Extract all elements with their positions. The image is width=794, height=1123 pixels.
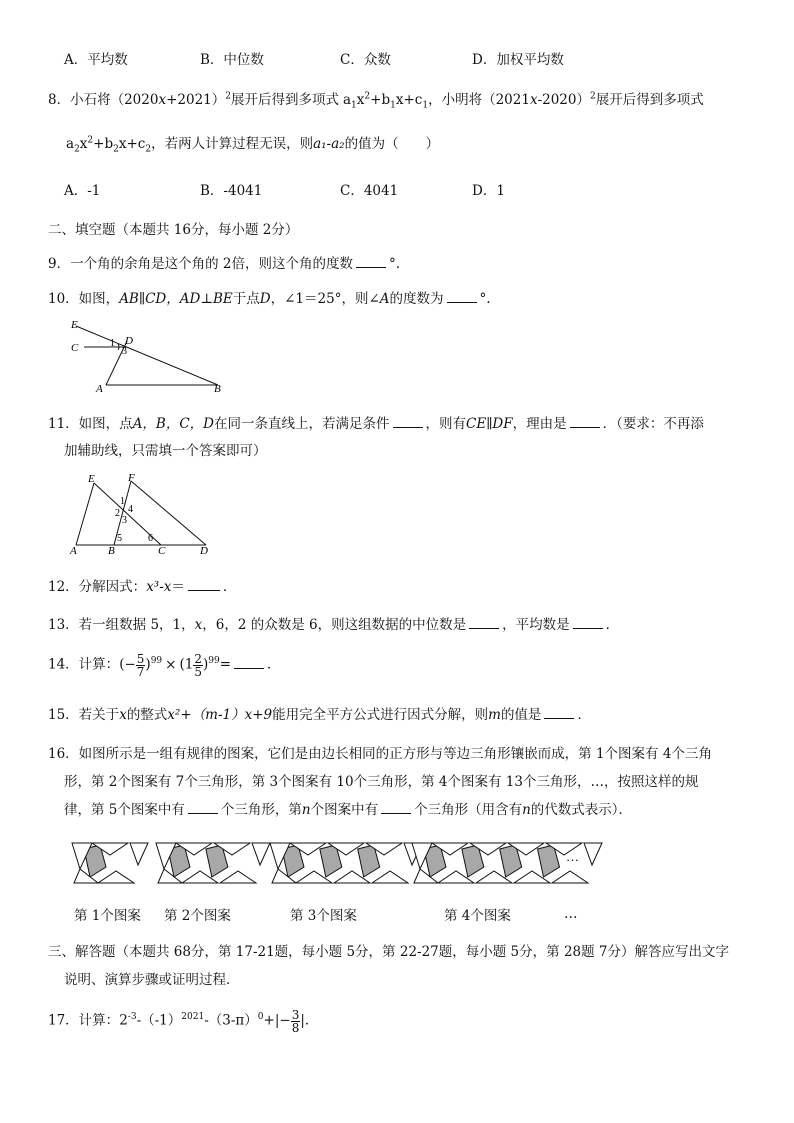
q7-options bbox=[64, 48, 764, 68]
paren: ) bbox=[145, 656, 151, 673]
q8-option-a: A．-1 bbox=[64, 183, 101, 199]
exponent: 0 bbox=[257, 1012, 264, 1022]
section3-line1: 三、解答题（本题共 68分，第 17-21题，每小题 5分，第 22-27题，每小题 5分，第 28题 7分）解答应写出文字 bbox=[48, 944, 729, 960]
q16-text: 个三角形，第 bbox=[220, 802, 302, 818]
q7-option-b: B．中位数 bbox=[200, 52, 264, 68]
q15-expr: x²+（m-1）x+9 bbox=[167, 707, 273, 723]
pattern-triangle bbox=[130, 843, 148, 865]
q8-text: -2020） bbox=[537, 92, 590, 108]
q17-text: 17．计算： bbox=[48, 1012, 120, 1029]
q8-text: 的值为（ ） bbox=[344, 136, 440, 152]
q15-text: ． bbox=[577, 707, 591, 723]
q10-text: °. bbox=[479, 291, 491, 307]
label-c: C bbox=[71, 342, 79, 354]
q10-text: ，∠1＝25°，则∠ bbox=[270, 291, 380, 307]
q14-text: ． bbox=[267, 656, 281, 673]
label-3: 3 bbox=[122, 346, 127, 357]
caption-1: 第 1个图案 bbox=[74, 908, 141, 924]
q8-option-c: C．4041 bbox=[340, 183, 399, 199]
line-fd bbox=[131, 481, 206, 545]
equals-sign: = bbox=[219, 656, 232, 673]
q11-text: ，理由是 bbox=[512, 416, 567, 432]
q8-text: ，若两人计算过程无误，则 bbox=[151, 136, 314, 152]
q9-text: 9．一个角的余角是这个角的 2倍，则这个角的度数 bbox=[48, 256, 353, 272]
denominator: 7 bbox=[136, 664, 145, 679]
label-d: D bbox=[200, 545, 208, 556]
exponent: 2021 bbox=[181, 1012, 205, 1022]
var-x: x bbox=[194, 617, 203, 633]
q10-text: 10．如图， bbox=[48, 291, 120, 307]
label-5: 5 bbox=[117, 533, 122, 544]
q13-text: 13．若一组数据 5，1， bbox=[48, 617, 195, 633]
q7-option-c: C．众数 bbox=[340, 52, 391, 68]
q16-text: 个图案中有 bbox=[310, 802, 379, 818]
subscript: 2 bbox=[74, 144, 80, 155]
poly-part: a bbox=[66, 136, 75, 152]
q17-term: -（-1） bbox=[136, 1012, 182, 1029]
poly-part: x+c bbox=[395, 92, 423, 108]
label-e: E bbox=[88, 473, 95, 485]
caption-3: 第 3个图案 bbox=[290, 908, 357, 924]
subscript: 1 bbox=[351, 100, 357, 111]
pattern-triangle bbox=[552, 871, 588, 883]
q13-text: ． bbox=[605, 617, 620, 633]
q15-text: 的值是 bbox=[500, 707, 542, 723]
point-d: D bbox=[259, 291, 271, 307]
fraction-5-7 bbox=[136, 653, 146, 678]
var-n: n bbox=[301, 802, 311, 818]
label-b: B bbox=[214, 383, 221, 395]
q17 bbox=[48, 1004, 318, 1034]
exponent: 2 bbox=[364, 91, 371, 102]
q10-figure bbox=[64, 314, 234, 396]
paren: (− bbox=[119, 656, 136, 673]
poly-part: x bbox=[356, 92, 365, 108]
poly2 bbox=[66, 135, 152, 155]
q17-term: -（3-π） bbox=[204, 1012, 258, 1029]
angle-a: A bbox=[379, 291, 390, 307]
exponent: 2 bbox=[87, 135, 94, 146]
q16-line2: 形，第 2个图案有 7个三角形，第 3个图案有 10个三角形，第 4个图案有 13个三角形，…，按照这样的规 bbox=[64, 774, 699, 790]
q12 bbox=[48, 575, 236, 595]
pattern-triangle bbox=[252, 843, 270, 865]
section3-line2: 说明、演算步骤或证明过程． bbox=[64, 972, 240, 988]
line-ae bbox=[76, 483, 94, 545]
q13 bbox=[48, 613, 619, 633]
ellipsis: … bbox=[566, 849, 579, 864]
expr-a1a2: a₁-a₂ bbox=[313, 136, 345, 152]
q10 bbox=[48, 287, 491, 307]
exponent: 2 bbox=[589, 91, 596, 102]
q11-figure bbox=[66, 472, 216, 556]
label-4: 4 bbox=[128, 504, 133, 515]
q8-option-b: B．-4041 bbox=[200, 183, 263, 199]
label-a: A bbox=[70, 545, 77, 556]
q11-text: ，则有 bbox=[425, 416, 467, 432]
label-e: E bbox=[71, 319, 78, 331]
pattern-triangle bbox=[220, 871, 256, 883]
poly-part: x bbox=[79, 136, 88, 152]
q9 bbox=[48, 252, 400, 272]
q11-text: 在同一条直线上，若满足条件 bbox=[214, 416, 390, 432]
plus-sign: + bbox=[263, 1012, 275, 1029]
section2-heading: 二、填空题（本题共 16分，每小题 2分） bbox=[48, 222, 299, 238]
subscript: 2 bbox=[113, 144, 119, 155]
label-3: 3 bbox=[122, 515, 127, 526]
q11-text: ．（要求：不再添 bbox=[602, 416, 704, 432]
q8-text: 展开后得到多项式 bbox=[230, 92, 339, 108]
pattern-triangle bbox=[372, 871, 408, 883]
q8-text: +2021） bbox=[166, 92, 226, 108]
q16-line1: 16．如图所示是一组有规律的图案，它们是由边长相同的正方形与等边三角形镶嵌而成，第 1个图案有 4个三角 bbox=[48, 746, 712, 762]
q8-text: ，小明将（2021 bbox=[428, 92, 530, 108]
q11-text: 11．如图，点 bbox=[48, 416, 133, 432]
q11-line1 bbox=[48, 412, 704, 432]
q13-text: ，平均数是 bbox=[502, 617, 570, 633]
label-2: 2 bbox=[115, 508, 120, 519]
q15 bbox=[48, 703, 591, 723]
label-f: F bbox=[128, 472, 135, 484]
label-1: 1 bbox=[120, 496, 125, 507]
answer-blank[interactable] bbox=[469, 615, 499, 629]
numerator: 2 bbox=[194, 651, 202, 666]
q13-text: ，6，2 的众数是 6，则这组数据的中位数是 bbox=[202, 617, 467, 633]
q8-line2 bbox=[66, 132, 439, 155]
exponent: -3 bbox=[127, 1012, 137, 1022]
label-b: B bbox=[108, 545, 115, 556]
subscript: 1 bbox=[390, 100, 396, 111]
q12-text: 12．分解因式： bbox=[48, 579, 147, 595]
answer-blank[interactable] bbox=[544, 705, 574, 719]
q11-line2: 加辅助线，只需填一个答案即可） bbox=[64, 443, 267, 459]
line-eb bbox=[76, 326, 218, 385]
poly-part: a bbox=[342, 92, 352, 108]
q8-options bbox=[64, 179, 764, 199]
caption-4: 第 4个图案 bbox=[444, 908, 511, 924]
answer-blank[interactable] bbox=[570, 414, 600, 428]
fraction-2-5 bbox=[193, 653, 203, 678]
points: A，B，C，D bbox=[132, 416, 215, 432]
parallel-expr: CE∥DF bbox=[466, 416, 513, 432]
var-m: m bbox=[488, 707, 501, 723]
fraction-3-8 bbox=[291, 1009, 301, 1034]
pattern-triangle bbox=[584, 843, 602, 865]
q12-text: ． bbox=[222, 579, 237, 595]
q12-text: ＝ bbox=[171, 579, 185, 595]
denominator: 8 bbox=[291, 1020, 300, 1035]
paren: ) bbox=[202, 656, 209, 673]
poly-part: +b bbox=[93, 136, 114, 152]
answer-blank[interactable] bbox=[393, 414, 423, 428]
label-1: 1 bbox=[110, 338, 115, 349]
pattern-triangle bbox=[98, 871, 134, 883]
poly-part: x+c bbox=[118, 136, 146, 152]
answer-blank[interactable] bbox=[234, 655, 264, 669]
q16-patterns bbox=[60, 835, 620, 887]
q16-line3 bbox=[64, 798, 632, 818]
q17-text: ． bbox=[304, 1012, 319, 1029]
times-sign: × bbox=[165, 656, 177, 673]
var-x: x bbox=[158, 92, 167, 108]
numerator: 5 bbox=[136, 651, 145, 666]
q8-line1 bbox=[48, 88, 704, 111]
abs-close: | bbox=[300, 1012, 305, 1029]
denominator: 5 bbox=[194, 664, 202, 679]
q15-text: 的整式 bbox=[126, 707, 168, 723]
q16-text: 律，第 5个图案中有 bbox=[64, 802, 185, 818]
var-x: x bbox=[529, 92, 538, 108]
q7-option-a: A．平均数 bbox=[64, 52, 128, 68]
q15-text: 15．若关于 bbox=[48, 707, 120, 723]
answer-blank[interactable] bbox=[447, 289, 477, 303]
answer-blank[interactable] bbox=[188, 800, 218, 814]
q10-condition: AB∥CD，AD⊥BE bbox=[119, 291, 233, 307]
q8-option-d: D．1 bbox=[472, 183, 505, 199]
q8-text: 展开后得到多项式 bbox=[595, 92, 704, 108]
paren: (1 bbox=[179, 656, 194, 673]
exponent: 99 bbox=[150, 656, 163, 666]
label-d: D bbox=[125, 335, 133, 347]
answer-blank[interactable] bbox=[573, 615, 603, 629]
label-c: C bbox=[158, 545, 166, 556]
label-a: A bbox=[96, 383, 103, 395]
exponent: 2 bbox=[225, 91, 231, 102]
question-number: 8． bbox=[48, 92, 71, 108]
numerator: 3 bbox=[291, 1007, 300, 1022]
answer-blank[interactable] bbox=[356, 254, 386, 268]
exponent: 99 bbox=[208, 656, 220, 666]
q10-text: 的度数为 bbox=[389, 291, 444, 307]
label-6: 6 bbox=[148, 533, 153, 544]
answer-blank[interactable] bbox=[381, 800, 411, 814]
poly1 bbox=[342, 91, 429, 111]
q16-text: 的代数式表示）． bbox=[530, 802, 633, 818]
caption-ellipsis: … bbox=[564, 906, 578, 922]
q10-text: 于点 bbox=[232, 291, 260, 307]
var-n: n bbox=[522, 802, 531, 818]
q14-text: 14．计算： bbox=[48, 656, 120, 673]
q9-text: °. bbox=[388, 256, 401, 272]
q15-text: 能用完全平方公式进行因式分解，则 bbox=[272, 707, 489, 723]
q14 bbox=[48, 648, 281, 678]
q16-text: 个三角形（用含有 bbox=[414, 802, 523, 818]
q12-expr: x³-x bbox=[146, 579, 172, 595]
q8-text: 小石将（2020 bbox=[70, 92, 159, 108]
caption-2: 第 2个图案 bbox=[164, 908, 231, 924]
var-x: x bbox=[119, 707, 127, 723]
abs-open: |− bbox=[274, 1012, 291, 1029]
base: 2 bbox=[119, 1012, 128, 1029]
subscript: 1 bbox=[422, 100, 429, 111]
poly-part: +b bbox=[370, 92, 391, 108]
answer-blank[interactable] bbox=[188, 577, 220, 591]
subscript: 2 bbox=[145, 144, 152, 155]
q7-option-d: D．加权平均数 bbox=[472, 52, 564, 68]
